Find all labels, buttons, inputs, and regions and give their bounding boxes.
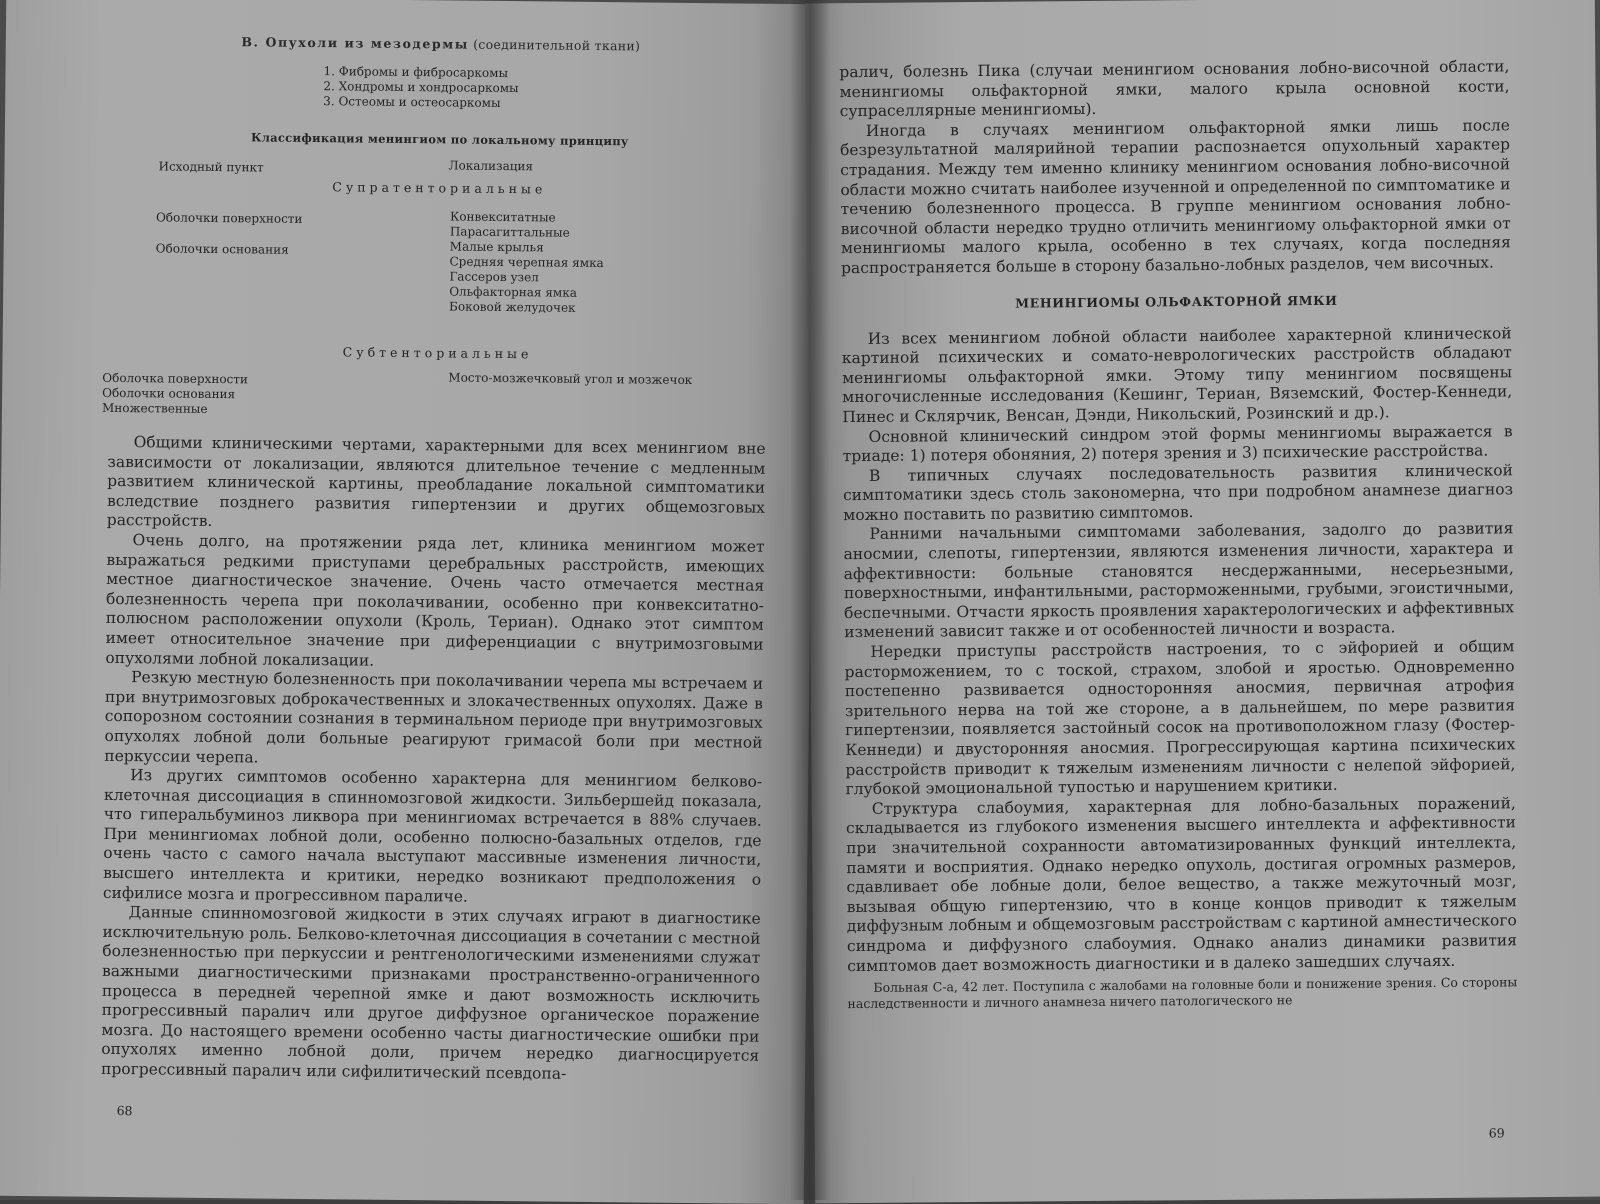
body-paragraph: Резкую местную болезненность при поколачивании черепа мы встречаем и при внутримозговых доброкачественных и злокачественных опухолях. Даже в сопорозном состоянии сознания в терминальном периоде при внутримозговых опухолях лобной доли больные реагируют гримасой боли при местной перкуссии черепа. (104, 668, 764, 766)
body-paragraph: Основной клинический синдром этой формы менингиомы выражается в триаде: 1) потеря обоняния, 2) потеря зрения и 3) психические расстройства. (842, 421, 1513, 466)
section-title: МЕНИНГИОМЫ ОЛЬФАКТОРНОЙ ЯМКИ (1015, 292, 1338, 311)
body-paragraph: Нередки приступы расстройств настроения, то с эйфорией и общим расторможением, то с тоской, страхом, злобой и яростью. Одновременно постепенно развивается односторонняя аносмия, первичная атрофия зрительного нерва на той же стороне, а в дальнейшем, по мере развития гипертензии, появляется застойный сосок на противоположном глазу (Фостер-Кеннеди) и двусторонняя аносмия. Прогрессирующая картина психических расстройств приводит к тяжелым изменениям личности с нелепой эйфорией, глубокой эмоциональной тупостью и нарушением критики. (844, 637, 1516, 799)
sub-location: Мосто-мозжечковый угол и мозжечок (448, 370, 693, 387)
body-paragraph: Данные спинномозговой жидкости в этих случаях играют в диагностике исключительную роль. Белково-клеточная диссоциация в сочетании с местной болезненностью при перкуссии и рентгенологическими изменениями служат важными диагностическими признаками пространственно-ограниченного процесса в передней черепной ямке и дают возможность исключить прогрессивный паралич или другое диффузное органическое поражение мозга. До настоящего времени особенно часты диагностические ошибки при опухолях именно лобной доли, причем нередко диагносцируется прогрессивный паралич или сифилитический псевдопа- (100, 903, 761, 1083)
body-paragraph: Из всех менингиом лобной области наиболее характерной клинической картиной психических и сомато-неврологических расстройств обладают менингиомы ольфакторной ямки. Этому типу менингиом посвящены многочисленные исследования (Кешинг, Териан, Вяземский, Фостер-Кеннеди, Пинес и Склярчик, Венсан, Дэнди, Никольский, Розинский и др.). (841, 323, 1513, 427)
supra-locations (449, 209, 604, 316)
sub-origin: Оболочки основания (102, 385, 236, 402)
supratentorial-heading: Супратенториальные (332, 179, 547, 197)
supra-location: Средняя черепная ямка (449, 254, 604, 271)
subtentorial-table (102, 371, 766, 426)
right-page (805, 0, 1600, 1203)
classification-title: Классификация менингиом по локальному принципу (250, 130, 629, 149)
supra-location: Боковой желудочек (449, 299, 576, 315)
sub-origin: Оболочка поверхности (102, 370, 249, 387)
subtype-list (323, 64, 769, 114)
body-paragraph: Ранними начальными симптомами заболевания, задолго до развития аносмии, слепоты, гипертензии, являются изменения личности, характера и аффективности: больные становятся несдержанными, несерьезными, поверхностными, инфантильными, расторможенными, грубыми, эгоистичными, беспечными. Отчасти яркость проявления характерологических и аффективных изменений зависит также и от особенностей личности и возраста. (843, 519, 1515, 642)
supra-location: Малые крылья (449, 239, 544, 255)
col-location-header: Локализация (448, 158, 534, 174)
page-number: 69 (1488, 1125, 1505, 1141)
sub-origin: Множественные (101, 400, 208, 416)
subtype-item: 3. Остеомы и остеосаркомы (323, 94, 501, 110)
body-paragraph: ралич, болезнь Пика (случаи менингиом основания лобно-височной области, менингиомы ольфакторной ямки, малого крыла основной кости, супраселлярные менингиомы). (839, 57, 1510, 121)
body-paragraph: В типичных случаях последовательность развития клинической симптоматики здесь столь закономерна, что при подробном анамнезе диагноз можно поставить по развитию симптомов. (842, 460, 1514, 525)
page-number: 68 (116, 1103, 133, 1119)
subtype-item: 2. Хондромы и хондросаркомы (323, 79, 519, 96)
supra-location: Ольфакторная ямка (449, 284, 577, 300)
supra-location: Парасагиттальные (449, 224, 570, 240)
supra-location: Конвекситатные (449, 209, 556, 225)
section-title-bold: В. Опухоли из мезодермы (241, 34, 469, 52)
supra-origins (155, 210, 302, 274)
sub-origins (102, 371, 248, 418)
body-paragraph: Общими клиническими чертами, характерными для всех менингиом вне зависимости от локализации, являются длительное течение с медленным развитием клинической картины, преобладание локальной симптоматики вследствие позднего развития гипертензии и других общемозговых расстройств. (106, 433, 766, 531)
col-origin-header: Исходный пункт (158, 159, 264, 175)
section-title-rest: (соединительной ткани) (468, 36, 641, 54)
section-title (112, 33, 770, 55)
case-note: Больная С-а, 42 лет. Поступила с жалобами на головные боли и понижение зрения. Со стороны наследственности и личного анамнеза ничего патологического не (847, 974, 1518, 1011)
body-paragraph: Из других симптомов особенно характерна для менингиом белково-клеточная диссоциация в спинномозговой жидкости. Зильбершейд показала, что гиперальбуминоз ликвора при менингиомах встречается в 88% случаев. При менингиомах лобной доли, особенно полюсно-базальных отделов, где очень часто с самого начала выступают массивные изменения личности, высшего интеллекта и критики, нередко возникают предположения о сифилисе мозга и прогрессивном параличе. (102, 766, 763, 906)
supratentorial-table (109, 206, 768, 321)
subtentorial-heading: Субтенториальные (342, 344, 533, 362)
supra-location: Гассеров узел (449, 269, 539, 285)
supra-origin: Оболочки поверхности (155, 210, 303, 226)
body-paragraph: Структура слабоумия, характерная для лобно-базальных поражений, складывается из глубокого изменения высшего интеллекта и аффективности при значительной сохранности автоматизированных функций интеллекта, памяти и восприятия. Однако нередко опухоль, достигая огромных размеров, сдавливает обе лобные доли, белое вещество, а также межуточный мозг, вызывая общую гипертензию, что в конце концов приводит к тяжелым диффузным лобным и общемозговым расстройствам с картиной амнестического синдрома и диффузного слабоумия. Однако анализ динамики развития симптомов дает возможность диагностики и в далеко зашедших случаях. (845, 794, 1518, 975)
supra-origin: Оболочки основания (155, 241, 289, 257)
subtype-item: 1. Фибромы и фибросаркомы (323, 64, 509, 81)
body-paragraph: Иногда в случаях менингиом ольфакторной ямки лишь после безрезультатной малярийной терапии распознается опухольный характер страдания. Между тем именно клинику менингиом основания лобно-височной области можно считать наиболее изученной и определенной по симптоматике и течению болезненного процесса. В группе менингиом основания лобно-височной области нередко трудно отличить менингиому ольфакторной ямки от менингиомы малого крыла, особенно в тех случаях, когда последняя распространяется больше в сторону базально-лобных разделов, чем височных. (839, 116, 1511, 278)
book-gutter (790, 0, 830, 1200)
body-paragraph: Очень долго, на протяжении ряда лет, клиника менингиом может выражаться редкими приступами церебральных расстройств, имеющих местное диагностическое значение. Очень часто отмечается местная болезненность черепа при поколачивании, особенно при конвекситатно-полюсном расположении опухоли (Кроль, Териан). Однако этот симптом имеет относительное значение при диференциации с внутримозговыми опухолями лобной локализации. (105, 531, 765, 670)
